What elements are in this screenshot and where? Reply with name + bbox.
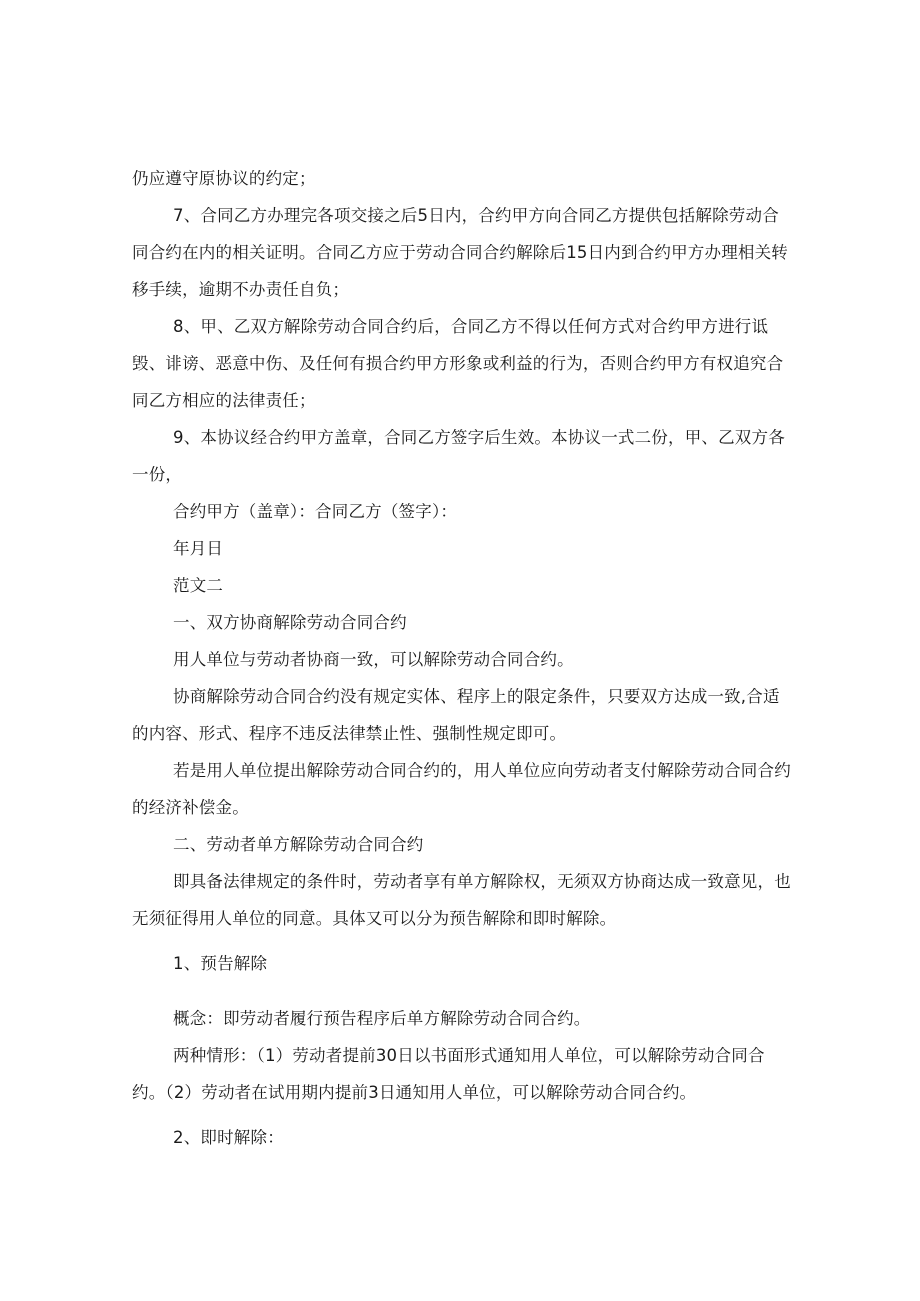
heading-unilateral-termination: 二、劳动者单方解除劳动合同合约 (173, 835, 424, 854)
paragraph-two-cases: 两种情形：（1）劳动者提前30日以书面形式通知用人单位，可以解除劳动合同合约。（2）劳动者在试用期内提前3日通知用人单位，可以解除劳动合同合约。 (132, 1046, 765, 1102)
paragraph-item-9: 9、本协议经合约甲方盖章，合同乙方签字后生效。本协议一式二份，甲、乙双方各一份， (132, 428, 785, 484)
document-body (132, 160, 792, 1156)
signature-line: 合约甲方（盖章）：合同乙方（签字）： (173, 502, 458, 521)
paragraph-compensation: 若是用人单位提出解除劳动合同合约的，用人单位应向劳动者支付解除劳动合同合约的经济补偿金。 (132, 761, 791, 817)
subheading-notice-termination: 1、预告解除 (173, 954, 268, 973)
heading-mutual-termination: 一、双方协商解除劳动合同合约 (173, 613, 407, 632)
paragraph-item-7: 7、合同乙方办理完各项交接之后5日内，合约甲方向合同乙方提供包括解除劳动合同合约在内的相关证明。合同乙方应于劳动合同合约解除后15日内到合约甲方办理相关转移手续，逾期不办责任自负； (132, 206, 788, 299)
paragraph-unilateral-right: 即具备法律规定的条件时，劳动者享有单方解除权，无须双方协商达成一致意见，也无须征得用人单位的同意。具体又可以分为预告解除和即时解除。 (132, 872, 791, 928)
paragraph-mutual-agreement: 用人单位与劳动者协商一致，可以解除劳动合同合约。 (173, 650, 574, 669)
paragraph-concept: 概念：即劳动者履行预告程序后单方解除劳动合同合约。 (173, 1009, 591, 1028)
paragraph-continuation: 仍应遵守原协议的约定； (132, 169, 316, 188)
date-line: 年月日 (173, 539, 224, 558)
section-title-sample-two: 范文二 (173, 576, 224, 595)
subheading-immediate-termination: 2、即时解除： (173, 1128, 284, 1147)
paragraph-item-8: 8、甲、乙双方解除劳动合同合约后，合同乙方不得以任何方式对合约甲方进行诋毁、诽谤、恶意中伤、及任何有损合约甲方形象或利益的行为，否则合约甲方有权追究合同乙方相应的法律责任； (132, 317, 784, 410)
paragraph-no-limit-conditions: 协商解除劳动合同合约没有规定实体、程序上的限定条件，只要双方达成一致,合适的内容、形式、程序不违反法律禁止性、强制性规定即可。 (132, 687, 780, 743)
